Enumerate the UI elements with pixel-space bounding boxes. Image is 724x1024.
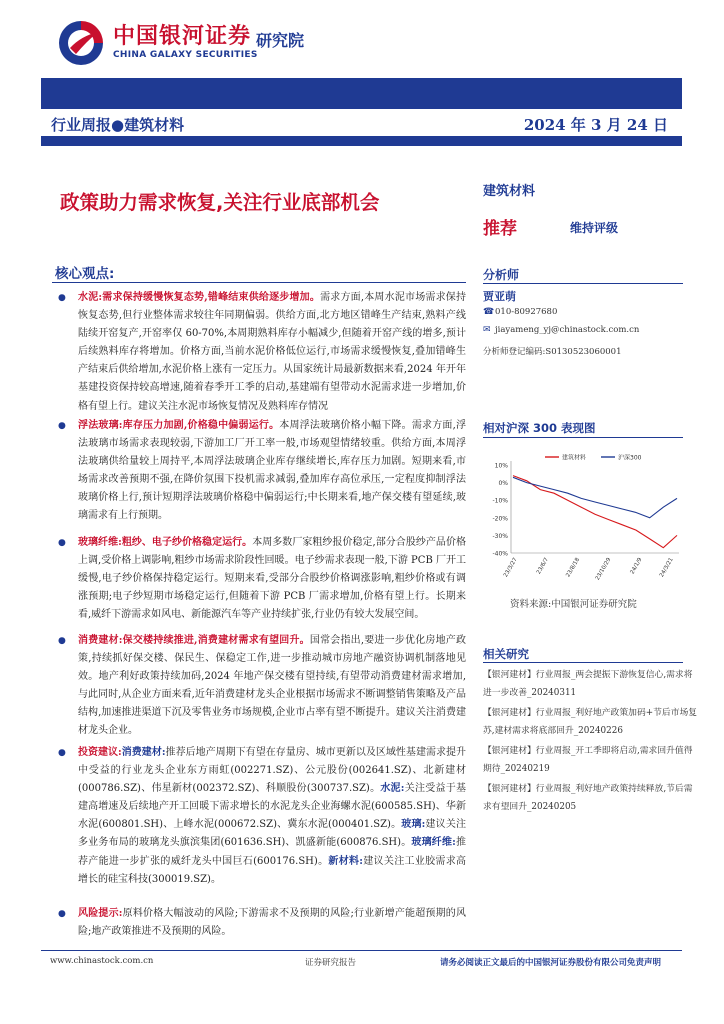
series-line (513, 476, 677, 548)
related-item[interactable]: 【银河建材】行业周报_利好地产政策加码+节后市场复苏,建材需求将底部回升_20240226 (483, 708, 698, 736)
list-item (52, 417, 466, 534)
analyst-phone-row (483, 307, 557, 317)
divider (52, 282, 466, 283)
report-meta-bar (41, 109, 682, 139)
rating-industry: 建筑材料 (483, 184, 536, 199)
report-date: 2024 年 3 月 24 日 (523, 116, 668, 134)
analyst-email[interactable]: jiayameng_yj@chinastock.com.cn (495, 325, 640, 335)
x-tick-label: 23/3/27 (502, 557, 519, 579)
bullet-icon: ● (58, 293, 66, 303)
related-heading: 相关研究 (483, 647, 529, 661)
galaxy-logo-icon (56, 18, 106, 68)
bullet-head: 风险提示: (78, 908, 123, 919)
y-tick-label: 0% (498, 480, 508, 488)
related-item[interactable]: 【银河建材】行业周报_两会提振下游恢复信心,需求将进一步改善_20240311 (483, 670, 693, 698)
bullet-sub: 新材料: (328, 855, 363, 867)
analyst-reg-row (483, 345, 622, 357)
rating-maintain: 维持评级 (570, 221, 619, 235)
analyst-name: 贾亚萌 (483, 290, 516, 303)
series-line (513, 477, 677, 518)
core-views-heading: 核心观点: (55, 266, 115, 282)
y-tick-label: -20% (492, 515, 508, 523)
bullet-text: 建议关注工业胶需求高增长的硅宝科技(300019.SZ)。 (78, 855, 466, 885)
bullet-body: 需求方面,本周水泥市场需求保持恢复态势,但行业整体需求较往年同期偏弱。供给方面,北方地区错峰生产结束,熟料产线陆续开窑复产,开窑率仅 60-70%,本周期熟料库存小幅减少,但随着开窑产线的增多,预计后续熟料库存将增加。价格方面,当前水泥价格低位运行,市场需求缓慢恢复,叠加错峰生产结束后供给增加,水泥价格上涨有一定压力。从国家统计局最新数据来看,2024 年开年基建投资保持较高增速,随着春季开工季的启动,基建端有望带动水泥需求进一步增加,价格有望上行。建议关注水泥市场恢复情况及熟料库存情况 (78, 292, 466, 412)
bullet-text: 建议关注多业务布局的玻璃龙头旗滨集团(601636.SH)、凯盛新能(600876.SH)。 (78, 819, 466, 849)
bullet-sub: 玻璃: (401, 819, 426, 831)
analyst-phone: 010-80927680 (495, 307, 558, 317)
y-tick-label: -40% (492, 550, 508, 558)
bullet-sub: 玻璃纤维: (411, 837, 456, 849)
list-item (52, 905, 466, 945)
perf-chart (483, 445, 683, 585)
institute-name: 研究院 (256, 31, 305, 50)
list-item (52, 744, 466, 905)
x-tick-label: 23/6/7 (535, 557, 550, 576)
bullet-body: 本周浮法玻璃价格小幅下降。需求方面,浮法玻璃市场需求表现较弱,下游加工厂开工率一般,市场观望情绪较重。供给方面,本周浮法玻璃供给量较上周持平,本周浮法玻璃企业库存继续增长,库存压力加剧。短期来看,市场需求改善预期不强,在降价氛围下投机需求减弱,叠加库存高位承压,一定程度抑制浮法玻璃价格上行,预计短期浮法玻璃价格稳中偏弱运行;中长期来看,地产保交楼有望延续,玻璃需求有上行预期。 (78, 420, 466, 522)
bullet-icon: ● (58, 909, 66, 919)
x-tick-label: 23/10/29 (594, 557, 613, 582)
brand-name-cn: 中国银河证券 (113, 24, 252, 49)
phone-icon: ☎ (483, 307, 495, 317)
report-type: 行业周报●建筑材料 (51, 116, 185, 134)
bullet-text: 关注受益于基建高增速及后续地产开工回暖下需求增长的水泥龙头企业海螺水泥(600585.SH)、华新水泥(600801.SH)、上峰水泥(000672.SZ)、冀东水泥(000401.SZ)。 (78, 783, 466, 831)
y-tick-label: -30% (492, 532, 508, 540)
list-item (52, 632, 466, 744)
bullet-sub: 消费建材: (121, 747, 166, 758)
related-item[interactable]: 【银河建材】行业周报_开工季即将启动,需求回升值得期待_20240219 (483, 746, 693, 774)
related-item[interactable]: 【银河建材】行业周报_利好地产政策持续释放,节后需求有望回升_20240205 (483, 784, 693, 812)
bullet-icon: ● (58, 636, 66, 646)
bullet-icon: ● (58, 538, 66, 548)
legend-label: 沪深300 (618, 454, 642, 462)
x-tick-label: 23/8/18 (565, 557, 582, 579)
analyst-reg-no: S0130523060001 (545, 347, 622, 357)
footer-type: 证券研究报告 (305, 958, 357, 968)
list-item (52, 289, 466, 417)
y-tick-label: -10% (492, 497, 508, 505)
bullet-sub: 水泥: (380, 783, 405, 795)
footer-site[interactable]: www.chinastock.com.cn (50, 956, 154, 966)
bullet-text: 推荐后地产周期下有望在存量房、城市更新以及区域性基建需求提升中受益的行业龙头企业东方雨虹(002271.SZ)、公元股份(002641.SZ)、北新建材(000786.SZ)、伟星新材(002372.SZ)、科顺股份(300737.SZ)。 (78, 747, 467, 795)
list-item (52, 534, 466, 632)
core-views-list (52, 289, 466, 945)
bullet-body: 国常会指出,要进一步优化房地产政策,持续抓好保交楼、保民生、保稳定工作,进一步推动城市房地产融资协调机制落地见效。地产利好政策持续加码,2024 年地产保交楼有望持续,有望带动消费建材需求增加,与此同时,从企业方面来看,近年消费建材龙头企业根据市场需求不断调整销售策略及产品结构,加速推进渠道下沉及零售业务市场规模,企业市占率有望不断提升。建议关注消费建材龙头企业。 (78, 635, 466, 737)
x-tick-label: 24/1/9 (629, 557, 644, 576)
bullet-head: 玻璃纤维:粗纱、电子纱价格稳定运行。 (78, 537, 253, 548)
divider (483, 283, 683, 284)
bullet-text: 推荐产能进一步扩张的威纤龙头中国巨石(600176.SH)。 (78, 837, 467, 867)
x-tick-label: 24/3/21 (658, 557, 675, 579)
bullet-head: 水泥:需求保持缓慢恢复态势,错峰结束供给逐步增加。 (78, 292, 321, 303)
legend-label: 建筑材料 (562, 454, 587, 462)
chart-source: 资料来源:中国银河证券研究院 (510, 599, 637, 610)
analyst-email-row (483, 325, 639, 335)
bullet-head: 消费建材:保交楼持续推进,消费建材需求有望回升。 (78, 635, 310, 646)
analyst-reg-label: 分析师登记编码: (483, 347, 546, 357)
bullet-icon: ● (58, 748, 66, 758)
report-title: 政策助力需求恢复,关注行业底部机会 (60, 191, 380, 214)
analyst-heading: 分析师 (483, 268, 520, 282)
bullet-icon: ● (58, 421, 66, 431)
bullet-body: 原料价格大幅波动的风险;下游需求不及预期的风险;行业新增产能超预期的风险;地产政策推进不及预期的风险。 (78, 908, 466, 938)
rating-level: 推荐 (483, 219, 517, 239)
divider (483, 437, 683, 438)
bullet-head: 浮法玻璃:库存压力加剧,价格稳中偏弱运行。 (78, 420, 280, 431)
brand-name-en: CHINA GALAXY SECURITIES (113, 50, 258, 60)
y-tick-label: 10% (494, 462, 508, 470)
page-header (0, 0, 724, 78)
footer-divider (41, 950, 682, 951)
related-list (483, 666, 701, 818)
divider (483, 662, 683, 663)
bullet-body: 本周多数厂家粗纱报价稳定,部分合股纱产品价格上调,受价格上调影响,粗纱市场需求阶段性回暖。电子纱需求表现一般,下游 PCB 厂开工缓慢,电子纱价格保持稳定运行。短期来看,受部分合股纱价格调涨影响,粗纱价格或有调涨预期;电子纱短期市场稳定运行,但随着下游 PCB 厂需求增加,价格有望上行。长期来看,威纤下游需求如风电、新能源汽车等产业持续扩张,行业仍有较大发展空间。 (78, 537, 466, 621)
perf-chart-heading: 相对沪深 300 表现图 (483, 421, 596, 435)
email-icon: ✉ (483, 325, 491, 335)
bullet-head: 投资建议: (78, 747, 122, 758)
footer-disclaimer: 请务必阅读正文最后的中国银河证券股份有限公司免责声明 (440, 958, 662, 968)
